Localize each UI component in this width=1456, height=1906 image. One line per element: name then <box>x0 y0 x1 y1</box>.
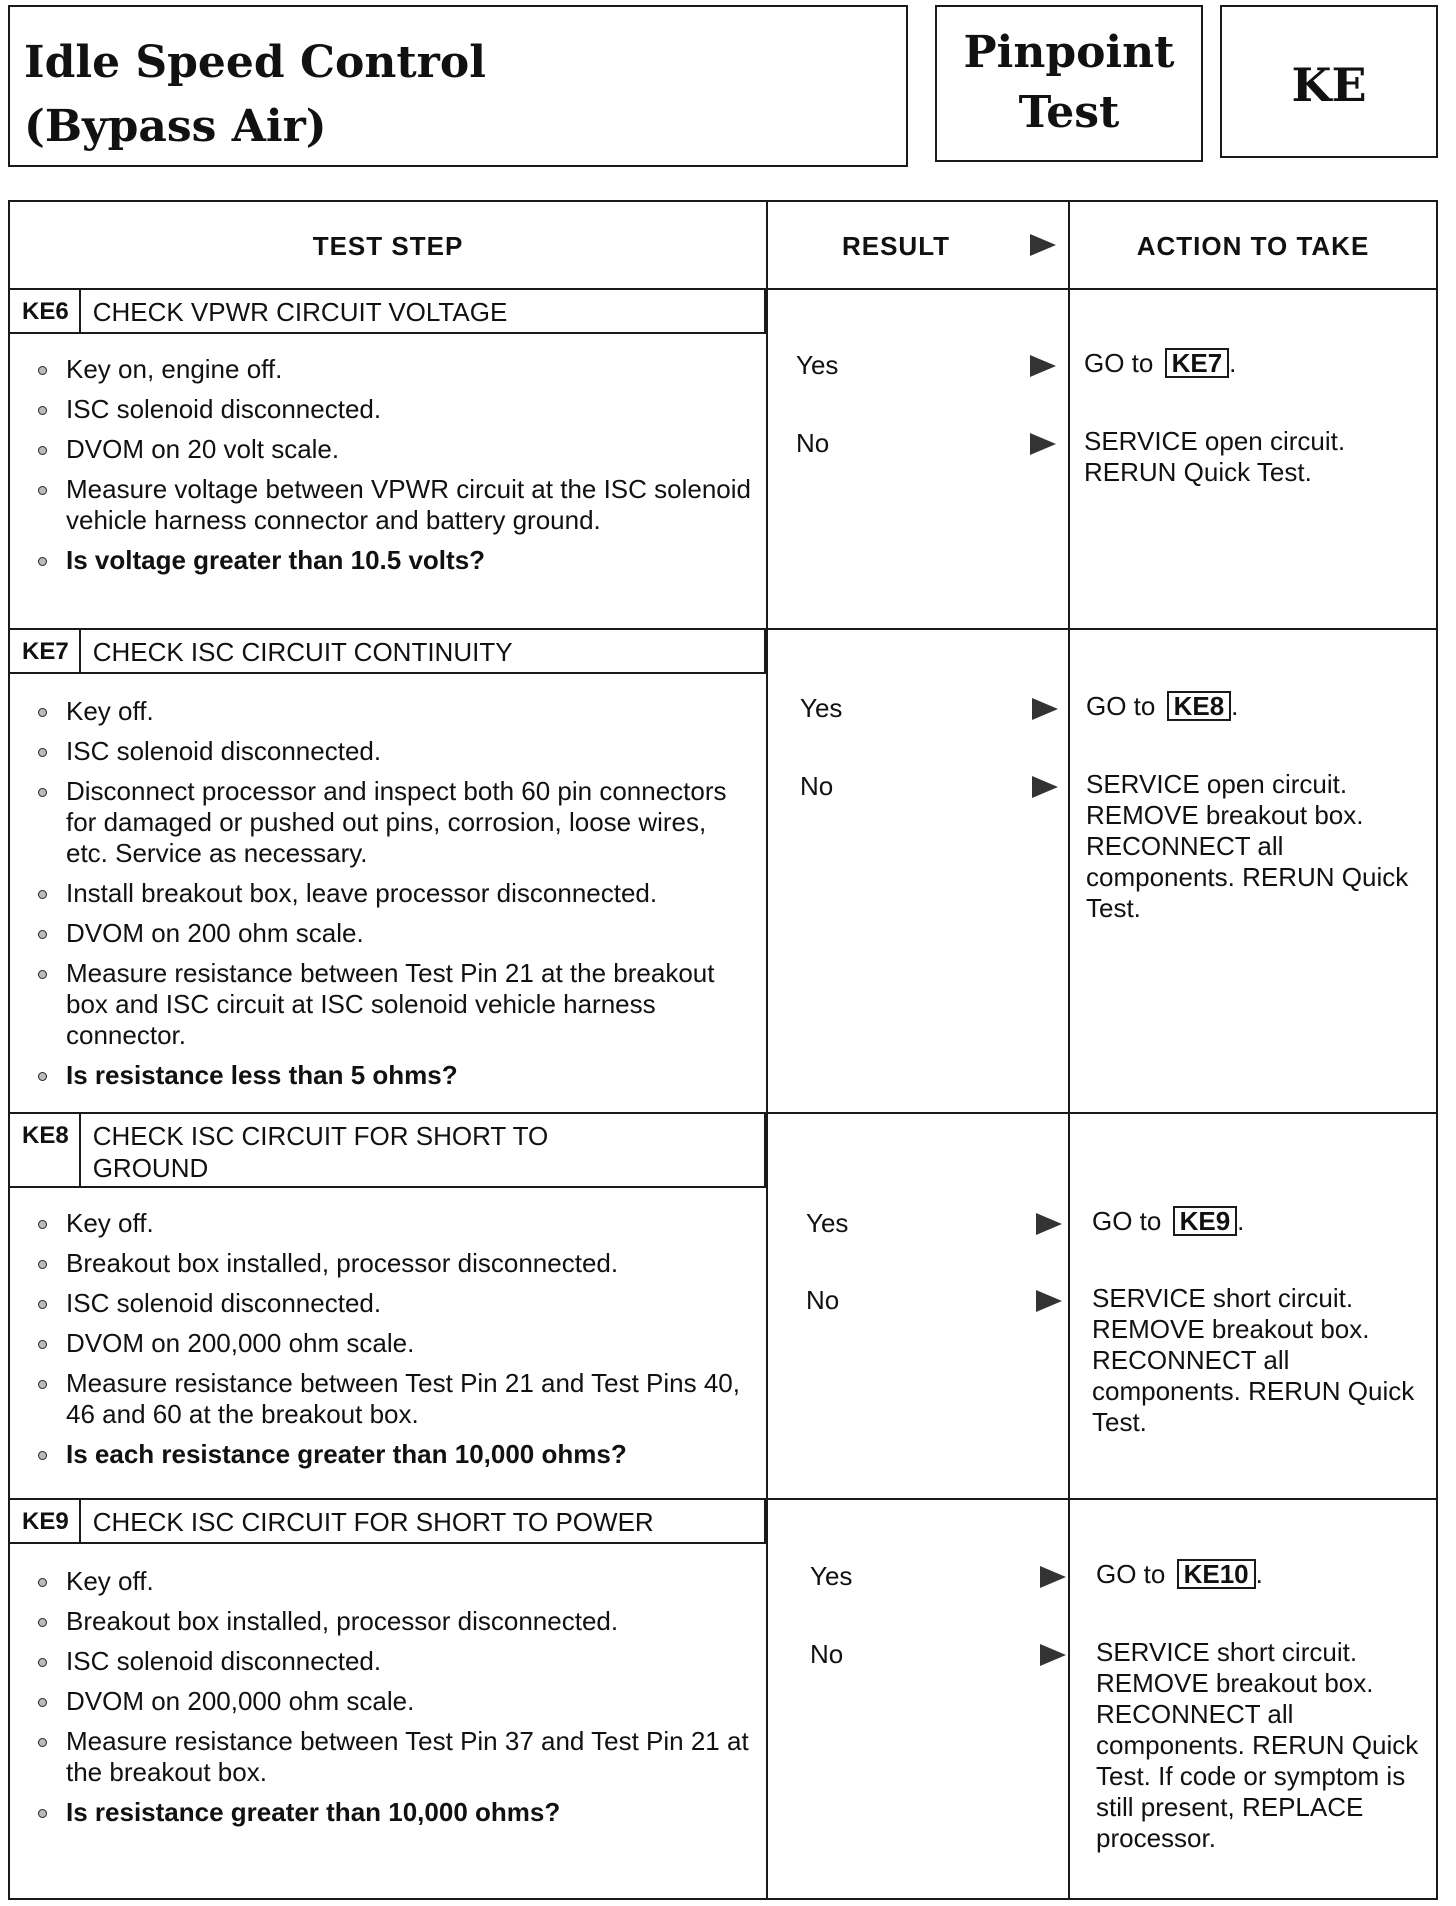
arrow-right-icon <box>1036 1213 1062 1235</box>
arrow-right-icon <box>1030 355 1056 377</box>
result-no: No <box>796 428 830 458</box>
column-header-action <box>1068 202 1438 290</box>
action-no: SERVICE open circuit. REMOVE breakout box. RECONNECT all components. RERUN Quick Test. <box>1086 769 1409 923</box>
pinpoint-test-box <box>935 5 1203 162</box>
list-item: DVOM on 200,000 ohm scale. <box>32 1686 752 1717</box>
action-yes <box>1086 691 1416 722</box>
list-item: ISC solenoid disconnected. <box>32 1646 752 1677</box>
result-yes: Yes <box>796 350 839 380</box>
list-item: Install breakout box, leave processor disconnected. <box>32 878 752 909</box>
step-tag <box>10 1114 766 1188</box>
step-instructions <box>32 1208 752 1479</box>
action-text: GO to <box>1084 348 1154 378</box>
step-title: CHECK ISC CIRCUIT FOR SHORT TO GROUND <box>92 1121 549 1183</box>
list-item: DVOM on 200,000 ohm scale. <box>32 1328 752 1359</box>
step-question: Is resistance greater than 10,000 ohms? <box>32 1797 752 1828</box>
action-no: SERVICE open circuit. RERUN Quick Test. <box>1084 426 1346 487</box>
result-no: No <box>810 1639 844 1669</box>
action-punctuation: . <box>1231 691 1239 721</box>
list-item: Key off. <box>32 1566 752 1597</box>
pinpoint-test-label: Pinpoint Test <box>963 27 1175 138</box>
action-yes <box>1084 348 1414 379</box>
step-title: CHECK ISC CIRCUIT CONTINUITY <box>92 637 513 667</box>
column-divider <box>766 202 768 1898</box>
result-no: No <box>800 771 834 801</box>
action-punctuation: . <box>1237 1206 1245 1236</box>
action-text: GO to <box>1096 1559 1166 1589</box>
list-item: Breakout box installed, processor disconnected. <box>32 1606 752 1637</box>
list-item: ISC solenoid disconnected. <box>32 394 752 425</box>
step-tag <box>10 630 766 674</box>
action-no: SERVICE short circuit. REMOVE breakout box. RECONNECT all components. RERUN Quick Test. If code or symptom is still present, REPLACE processor. <box>1096 1637 1419 1853</box>
step-id: KE8 <box>10 1114 81 1186</box>
action-yes <box>1096 1559 1426 1590</box>
list-item: Disconnect processor and inspect both 60 pin connectors for damaged or pushed out pins, corrosion, loose wires, etc. Service as necessary. <box>32 776 752 869</box>
step-reference-link[interactable]: KE9 <box>1173 1206 1238 1236</box>
step-reference-link[interactable]: KE8 <box>1167 691 1232 721</box>
step-instructions <box>32 1566 752 1837</box>
arrow-right-icon <box>1040 1566 1066 1588</box>
list-item: Measure resistance between Test Pin 21 and Test Pins 40, 46 and 60 at the breakout box. <box>32 1368 752 1430</box>
step-question: Is voltage greater than 10.5 volts? <box>32 545 752 576</box>
step-title: CHECK VPWR CIRCUIT VOLTAGE <box>92 297 508 327</box>
step-title: CHECK ISC CIRCUIT FOR SHORT TO POWER <box>92 1507 654 1537</box>
column-header-result <box>766 202 1066 290</box>
arrow-right-icon <box>1030 234 1056 256</box>
column-header-label: ACTION TO TAKE <box>1136 230 1370 261</box>
action-punctuation: . <box>1255 1559 1263 1589</box>
arrow-right-icon <box>1036 1290 1062 1312</box>
list-item: ISC solenoid disconnected. <box>32 1288 752 1319</box>
step-tag <box>10 290 766 334</box>
column-header-label: RESULT <box>841 230 951 261</box>
step-tag <box>10 1500 766 1544</box>
result-yes: Yes <box>810 1561 853 1591</box>
list-item: Measure resistance between Test Pin 37 and Test Pin 21 at the breakout box. <box>32 1726 752 1788</box>
action-punctuation: . <box>1229 348 1237 378</box>
result-no: No <box>806 1285 840 1315</box>
result-yes: Yes <box>806 1208 849 1238</box>
action-text: GO to <box>1092 1206 1162 1236</box>
list-item: Key off. <box>32 1208 752 1239</box>
test-code-box <box>1220 5 1438 158</box>
arrow-right-icon <box>1030 433 1056 455</box>
result-yes: Yes <box>800 693 843 723</box>
list-item: DVOM on 200 ohm scale. <box>32 918 752 949</box>
step-id: KE9 <box>10 1500 81 1542</box>
list-item: Key off. <box>32 696 752 727</box>
list-item: Key on, engine off. <box>32 354 752 385</box>
test-code-label: KE <box>1291 58 1367 112</box>
list-item: Breakout box installed, processor disconnected. <box>32 1248 752 1279</box>
step-id: KE7 <box>10 630 81 672</box>
step-question: Is each resistance greater than 10,000 ohms? <box>32 1439 752 1470</box>
arrow-right-icon <box>1032 698 1058 720</box>
list-item: Measure resistance between Test Pin 21 at the breakout box and ISC circuit at ISC solenoid vehicle harness connector. <box>32 958 752 1051</box>
step-id: KE6 <box>10 290 81 332</box>
step-reference-link[interactable]: KE10 <box>1177 1559 1256 1589</box>
pinpoint-test-table <box>8 200 1438 1900</box>
page-title: Idle Speed Control (Bypass Air) <box>24 37 486 152</box>
column-divider <box>1068 202 1070 1898</box>
action-no: SERVICE short circuit. REMOVE breakout box. RECONNECT all components. RERUN Quick Test. <box>1092 1283 1415 1437</box>
list-item: Measure voltage between VPWR circuit at the ISC solenoid vehicle harness connector and battery ground. <box>32 474 752 536</box>
action-yes <box>1092 1206 1422 1237</box>
arrow-right-icon <box>1032 776 1058 798</box>
step-instructions <box>32 354 752 585</box>
action-text: GO to <box>1086 691 1156 721</box>
step-question: Is resistance less than 5 ohms? <box>32 1060 752 1091</box>
step-instructions <box>32 696 752 1100</box>
arrow-right-icon <box>1040 1644 1066 1666</box>
column-header-label: TEST STEP <box>312 230 464 261</box>
title-box <box>8 5 908 167</box>
list-item: ISC solenoid disconnected. <box>32 736 752 767</box>
column-header-test-step <box>10 202 766 290</box>
step-reference-link[interactable]: KE7 <box>1165 348 1230 378</box>
list-item: DVOM on 20 volt scale. <box>32 434 752 465</box>
